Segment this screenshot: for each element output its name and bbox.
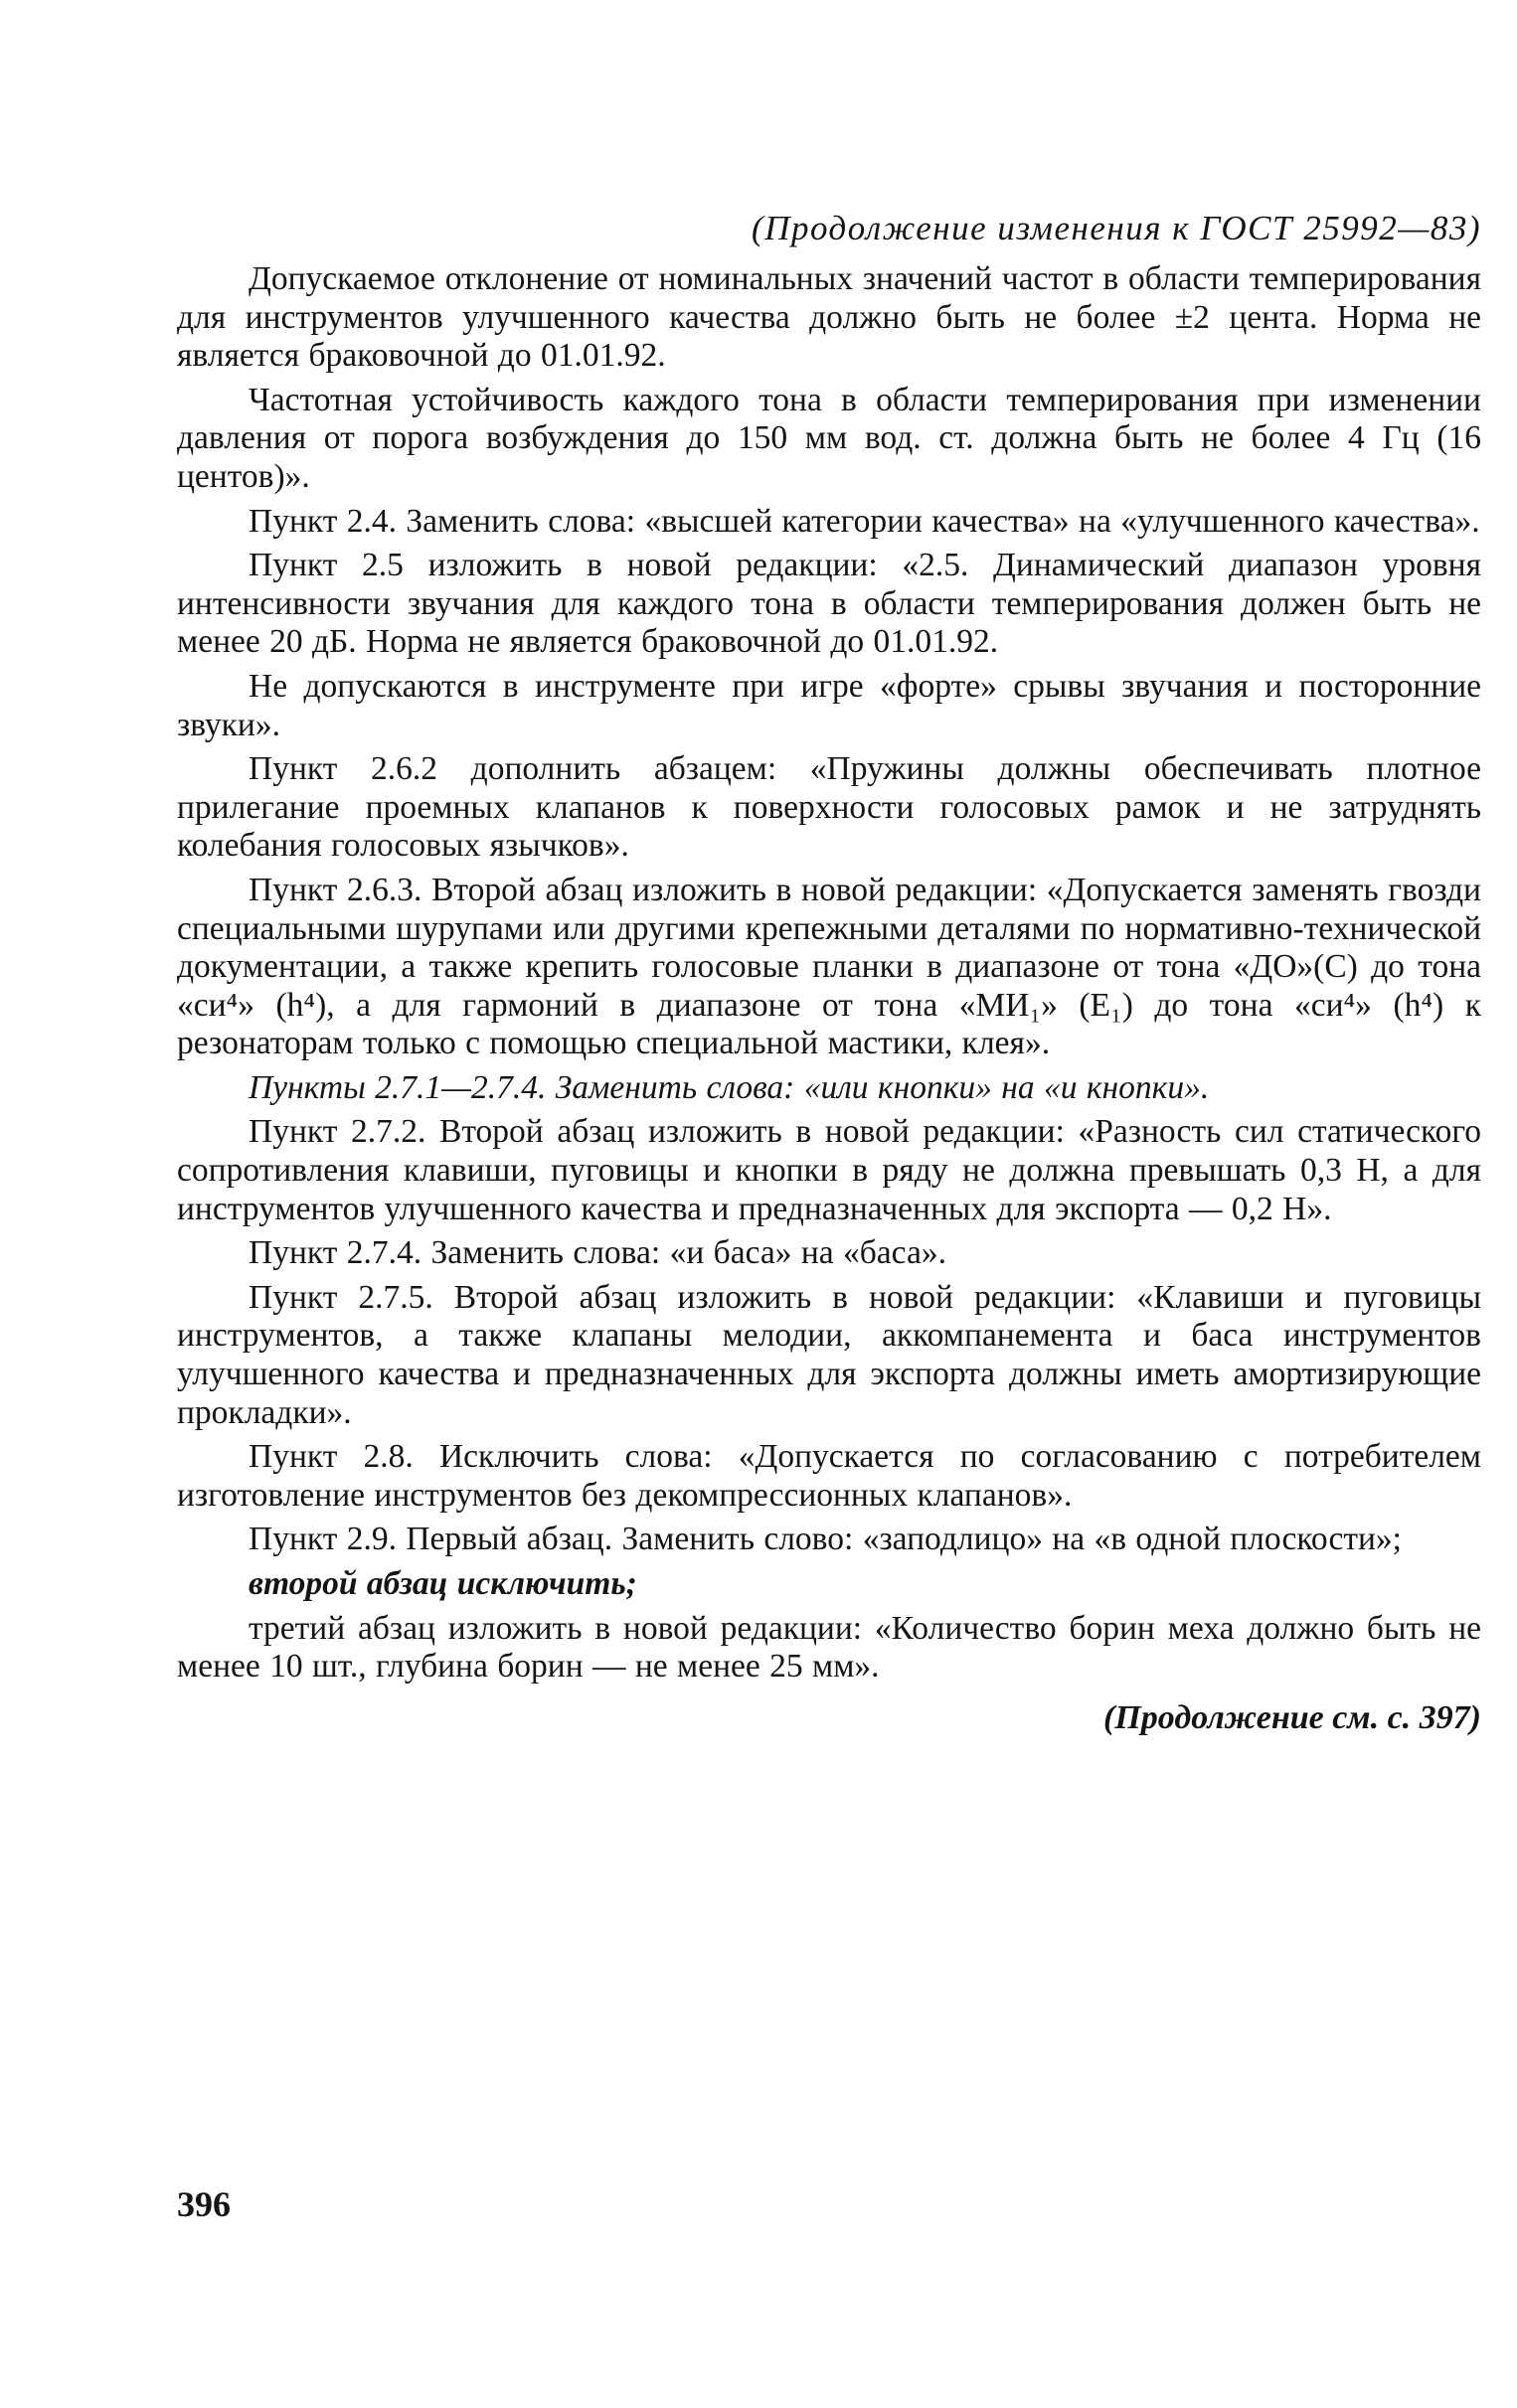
continuation-footer: (Продолжение см. с. 397) <box>1103 1698 1481 1736</box>
paragraph-text: Пункт 2.9. Первый абзац. Заменить слово: «заподлицо» на «в одной плоскости»; <box>249 1521 1402 1558</box>
paragraph-text: Не допускаются в инструменте при игре «форте» срывы звучания и посторонние звуки». <box>177 667 1481 743</box>
paragraph-item-2-9 <box>177 1521 1481 1559</box>
paragraph-frequency-stability <box>177 382 1481 497</box>
paragraph-items-2-7-1-2-7-4 <box>177 1069 1481 1108</box>
paragraph-text: Пункт 2.7.5. Второй абзац изложить в новой редакции: «Клавиши и пуговицы инструментов, а также клапаны мелодии, аккомпанемента и баса инструментов улучшенного качества и предназначенных для экспорта должны иметь амортизирующие прокладки». <box>177 1278 1481 1431</box>
paragraph-text: Пункт 2.7.2. Второй абзац изложить в новой редакции: «Разность сил статического сопротивления клавиши, пуговицы и кнопки в ряду не должна превышать 0,3 Н, а для инструментов улучшенного качества и предназначенных для экспорта — 0,2 Н». <box>177 1113 1481 1227</box>
paragraph-item-2-7-2 <box>177 1113 1481 1228</box>
paragraph-tolerance <box>177 260 1481 376</box>
paragraph-item-2-8 <box>177 1438 1481 1515</box>
paragraph-second-paragraph-excluded <box>177 1565 1481 1604</box>
paragraph-text: Пункт 2.8. Исключить слова: «Допускается по согласованию с потребителем изготовление инструментов без декомпрессионных клапанов». <box>177 1438 1481 1514</box>
paragraph-text: Пункты 2.7.1—2.7.4. Заменить слова: «или кнопки» на «и кнопки». <box>249 1068 1210 1106</box>
document-page <box>177 207 1481 1740</box>
paragraph-third-paragraph <box>177 1610 1481 1686</box>
paragraph-text: Пункт 2.6.3. Второй абзац изложить в новой редакции: «Допускается заменять гвозди специальными шурупами или другими крепежными деталями по нормативно-технической документации, а также крепить голосовые планки в диапазоне от тона «ДО»(С) до тона «си⁴» (h⁴), а для гармоний в диапазоне от тона «МИ₁» (E₁) до тона «си⁴» (h⁴) к резонаторам только с помощью специальной мастики, клея». <box>177 871 1481 1062</box>
paragraph-item-2-7-5 <box>177 1279 1481 1432</box>
paragraph-item-2-6-3 <box>177 872 1481 1063</box>
paragraph-text: Допускаемое отклонение от номинальных значений частот в области темперирования для инструментов улучшенного качества должно быть не более ±2 цента. Норма не является браковочной до 01.01.92. <box>177 260 1481 375</box>
paragraph-item-2-7-4 <box>177 1234 1481 1273</box>
paragraph-item-2-5 <box>177 547 1481 662</box>
paragraph-text: третий абзац изложить в новой редакции: «Количество борин меха должно быть не менее 10 шт., глубина борин — не менее 25 мм». <box>177 1609 1481 1686</box>
paragraph-forte <box>177 668 1481 744</box>
paragraph-item-2-6-2 <box>177 750 1481 866</box>
paragraph-text: Пункт 2.5 изложить в новой редакции: «2.5. Динамический диапазон уровня интенсивности звучания для каждого тона в области темперирования должен быть не менее 20 дБ. Норма не является браковочной до 01.01.92. <box>177 547 1481 661</box>
paragraph-text: Частотная устойчивость каждого тона в области темперирования при изменении давления от порога возбуждения до 150 мм вод. ст. должна быть не более 4 Гц (16 центов)». <box>177 381 1481 495</box>
paragraph-text: Пункт 2.7.4. Заменить слова: «и баса» на «баса». <box>249 1234 946 1272</box>
page-number: 396 <box>177 2184 231 2224</box>
continuation-header: (Продолжение изменения к ГОСТ 25992—83) <box>752 209 1481 247</box>
paragraph-text: второй абзац исключить; <box>249 1565 637 1602</box>
paragraph-text: Пункт 2.6.2 дополнить абзацем: «Пружины должны обеспечивать плотное прилегание проемных клапанов к поверхности голосовых рамок и не затруднять колебания голосовых язычков». <box>177 750 1481 865</box>
paragraph-text: Пункт 2.4. Заменить слова: «высшей категории качества» на «улучшенного качества». <box>249 502 1480 540</box>
paragraph-item-2-4 <box>177 503 1481 542</box>
